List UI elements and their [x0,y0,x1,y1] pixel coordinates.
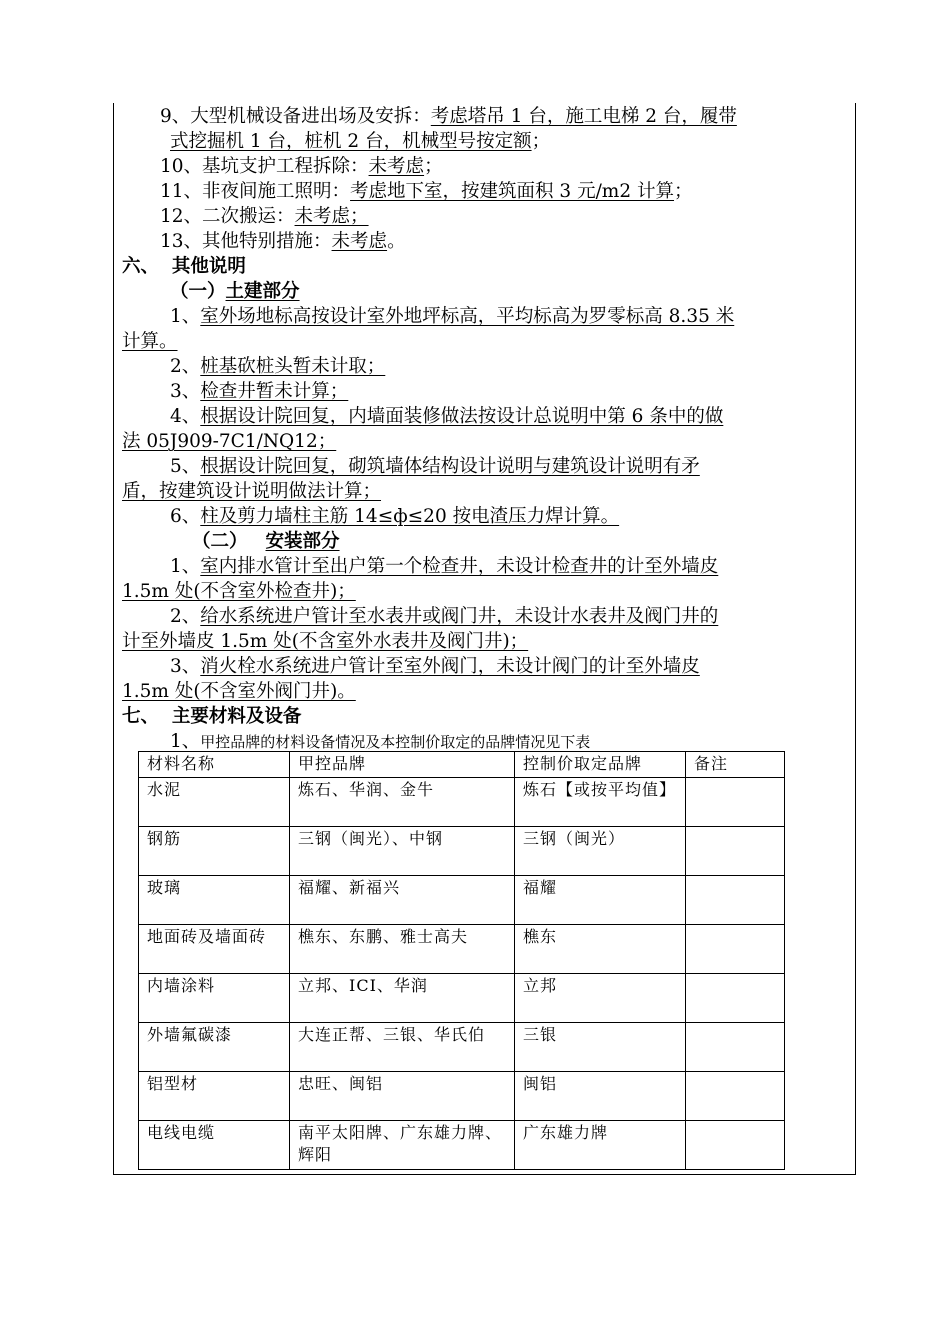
civil-item-5-number: 5、 [170,456,201,477]
item-13-end: 。 [387,231,406,252]
install-item-3-line2 [122,680,356,704]
table-cell [686,1121,785,1170]
civil-item-4-text-b: 法 05J909-7C1/NQ12； [122,431,337,452]
table-row [139,974,785,1023]
table-cell: 闽铝 [515,1072,686,1121]
table-cell: 忠旺、闽铝 [290,1072,515,1121]
install-item-1-line1 [170,555,718,579]
item-12-label: 12、二次搬运： [160,206,295,227]
civil-item-5-line2 [122,480,381,504]
install-item-2-text-b: 计至外墙皮 1.5m 处(不含室外水表井及阀门井)； [122,631,529,652]
install-item-3-line1 [170,655,700,679]
table-row [139,876,785,925]
table-row [139,1023,785,1072]
civil-heading-title: 土建部分 [225,281,300,302]
table-cell: 三银 [515,1023,686,1072]
table-cell: 立邦、ICI、华润 [290,974,515,1023]
table-header-cell: 甲控品牌 [290,752,515,778]
table-cell: 钢筋 [139,827,290,876]
item-9-line2 [170,130,550,154]
item-13-value: 未考虑 [331,231,388,252]
install-heading-title: 安装部分 [265,531,340,552]
table-cell: 外墙氟碳漆 [139,1023,290,1072]
civil-item-2-text: 桩基砍桩头暂未计取； [200,356,386,377]
section-7-intro-text: 甲控品牌的材料设备情况及本控制价取定的品牌情况见下表 [200,733,591,751]
civil-item-6-text: 柱及剪力墙柱主筋 14≤ф≤20 按电渣压力焊计算。 [200,506,620,527]
table-header-cell: 材料名称 [139,752,290,778]
table-cell: 大连正帮、三银、华氏伯 [290,1023,515,1072]
item-9-value-b: 式挖掘机 1 台，桩机 2 台，机械型号按定额 [170,131,532,152]
table-cell [686,827,785,876]
table-cell: 电线电缆 [139,1121,290,1170]
civil-item-4-number: 4、 [170,406,201,427]
table-cell [686,1072,785,1121]
civil-item-3-text: 检查井暂未计算； [200,381,349,402]
item-10-value: 未考虑 [368,156,425,177]
document-frame [113,103,856,1175]
item-10-label: 10、基坑支护工程拆除： [160,156,369,177]
civil-item-5-line1 [170,455,700,479]
table-cell: 三钢（闽光）、中钢 [290,827,515,876]
civil-item-4-line1 [170,405,723,429]
civil-item-2 [170,355,385,379]
install-item-2-line1 [170,605,718,629]
table-cell: 广东雄力牌 [515,1121,686,1170]
civil-item-6 [170,505,619,529]
install-item-1-text-a: 室内排水管计至出户第一个检查井，未设计检查井的计至外墙皮 [200,556,719,577]
table-cell: 地面砖及墙面砖 [139,925,290,974]
civil-item-2-number: 2、 [170,356,201,377]
table-cell: 南平太阳牌、广东雄力牌、辉阳 [290,1121,515,1170]
table-cell: 福耀 [515,876,686,925]
install-item-1-text-b: 1.5m 处(不含室外检查井)； [122,581,356,602]
install-item-1-line2 [122,580,356,604]
table-cell: 炼石、华润、金牛 [290,778,515,827]
table-cell [686,974,785,1023]
table-cell: 铝型材 [139,1072,290,1121]
civil-heading [170,280,300,304]
item-10 [160,155,443,179]
section-7-heading: 七、 主要材料及设备 [122,706,302,727]
table-cell: 福耀、新福兴 [290,876,515,925]
civil-item-1-line1 [170,305,734,329]
item-13-label: 13、其他特别措施： [160,231,332,252]
civil-item-1-text-a: 室外场地标高按设计室外地坪标高，平均标高为罗零标高 8.35 米 [200,306,735,327]
table-cell [686,1023,785,1072]
install-item-2-text-a: 给水系统进户管计至水表井或阀门井，未设计水表井及阀门井的 [200,606,719,627]
item-13 [160,230,406,254]
table-cell: 水泥 [139,778,290,827]
civil-item-1-line2 [122,330,178,354]
item-9-end: ； [531,131,551,152]
item-12-value: 未考虑； [294,206,369,227]
materials-table [138,751,785,1170]
item-11-label: 11、非夜间施工照明： [160,181,351,202]
civil-heading-number: （一） [170,281,226,302]
table-row [139,1072,785,1121]
section-7-intro-number: 1、 [170,731,201,752]
civil-item-5-text-b: 盾，按建筑设计说明做法计算； [122,481,382,502]
table-row [139,1121,785,1170]
table-cell: 内墙涂料 [139,974,290,1023]
item-11-value: 考虑地下室，按建筑面积 3 元/m2 计算 [350,181,675,202]
table-row [139,778,785,827]
table-cell: 三钢（闽光） [515,827,686,876]
item-12 [160,205,369,229]
install-heading-number: （二） [192,531,248,552]
item-11 [160,180,693,204]
item-9-label: 9、大型机械设备进出场及安拆： [160,106,431,127]
install-item-2-line2 [122,630,528,654]
item-9-value-a: 考虑塔吊 1 台，施工电梯 2 台，履带 [430,106,737,127]
table-header-cell: 备注 [686,752,785,778]
item-11-end: ； [674,181,693,202]
install-item-3-text-a: 消火栓水系统进户管计至室外阀门，未设计阀门的计至外墙皮 [200,656,700,677]
item-10-end: ； [424,156,443,177]
table-cell: 樵东、东鹏、雅士高夫 [290,925,515,974]
civil-item-4-line2 [122,430,336,454]
table-header-row [139,752,785,778]
civil-item-4-text-a: 根据设计院回复，内墙面装修做法按设计总说明中第 6 条中的做 [200,406,724,427]
install-heading [192,530,340,554]
install-item-3-number: 3、 [170,656,201,677]
table-row [139,925,785,974]
table-row [139,827,785,876]
table-cell: 炼石【或按平均值】 [515,778,686,827]
table-header-cell: 控制价取定品牌 [515,752,686,778]
install-item-2-number: 2、 [170,606,201,627]
civil-item-1-number: 1、 [170,306,201,327]
table-cell [686,778,785,827]
table-cell: 玻璃 [139,876,290,925]
install-item-3-text-b: 1.5m 处(不含室外阀门井)。 [122,681,356,702]
civil-item-6-number: 6、 [170,506,201,527]
civil-item-5-text-a: 根据设计院回复，砌筑墙体结构设计说明与建筑设计说明有矛 [200,456,700,477]
table-cell: 立邦 [515,974,686,1023]
civil-item-1-text-b: 计算。 [122,331,178,352]
table-cell [686,925,785,974]
table-cell [686,876,785,925]
civil-item-3 [170,380,348,404]
table-cell: 樵东 [515,925,686,974]
item-9-line1 [160,105,737,129]
install-item-1-number: 1、 [170,556,201,577]
section-6-heading: 六、 其他说明 [122,256,246,277]
civil-item-3-number: 3、 [170,381,201,402]
